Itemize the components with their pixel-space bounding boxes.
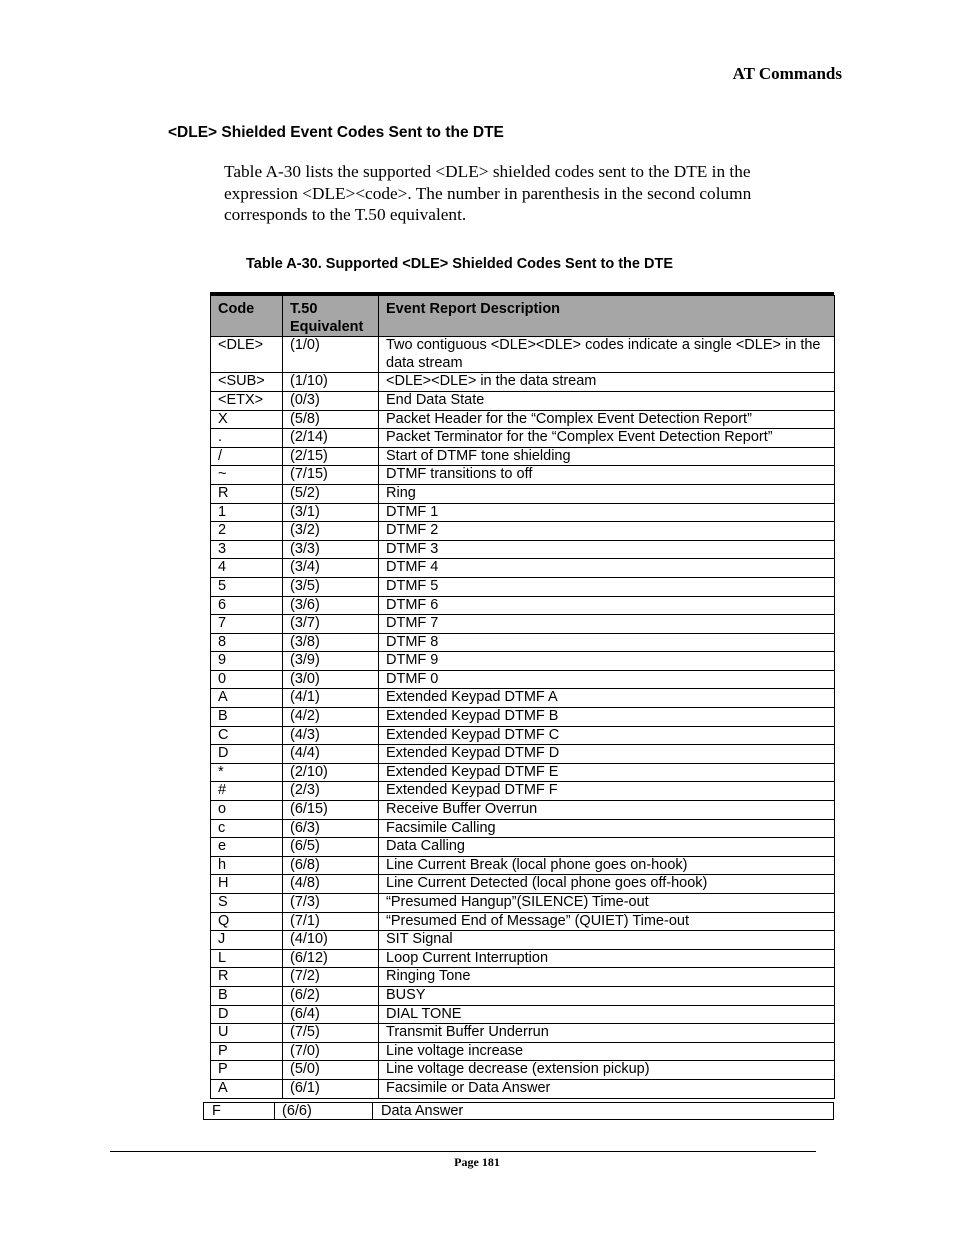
description-cell: Extended Keypad DTMF D (379, 745, 835, 764)
description-cell: Facsimile or Data Answer (379, 1079, 835, 1098)
code-cell: 3 (211, 540, 283, 559)
code-cell: J (211, 931, 283, 950)
t50-cell: (4/1) (283, 689, 379, 708)
table-row (211, 670, 835, 689)
t50-cell: (2/14) (283, 429, 379, 448)
description-cell: DTMF 9 (379, 652, 835, 671)
table-row (211, 559, 835, 578)
t50-cell: (3/1) (283, 503, 379, 522)
description-cell: BUSY (379, 986, 835, 1005)
t50-cell: (3/4) (283, 559, 379, 578)
last-row-description: Data Answer (381, 1103, 464, 1119)
t50-cell: (6/5) (283, 838, 379, 857)
description-cell: DTMF 0 (379, 670, 835, 689)
table-row (211, 819, 835, 838)
table-row (211, 856, 835, 875)
code-cell: <SUB> (211, 373, 283, 392)
code-cell: D (211, 745, 283, 764)
description-cell: Facsimile Calling (379, 819, 835, 838)
description-cell: Data Calling (379, 838, 835, 857)
description-cell: Extended Keypad DTMF E (379, 763, 835, 782)
last-row-code: F (212, 1103, 221, 1119)
code-cell: # (211, 782, 283, 801)
table-row (211, 540, 835, 559)
t50-cell: (3/8) (283, 633, 379, 652)
t50-cell: (5/2) (283, 484, 379, 503)
description-cell: Receive Buffer Overrun (379, 801, 835, 820)
description-cell: Extended Keypad DTMF B (379, 708, 835, 727)
table-row (211, 838, 835, 857)
description-cell: Loop Current Interruption (379, 949, 835, 968)
t50-cell: (3/3) (283, 540, 379, 559)
t50-cell: (4/8) (283, 875, 379, 894)
table-row (211, 577, 835, 596)
code-cell: P (211, 1042, 283, 1061)
t50-cell: (2/15) (283, 447, 379, 466)
description-cell: Transmit Buffer Underrun (379, 1024, 835, 1043)
description-cell: DTMF 8 (379, 633, 835, 652)
code-cell: h (211, 856, 283, 875)
code-cell: 2 (211, 522, 283, 541)
table-row (211, 708, 835, 727)
code-cell: L (211, 949, 283, 968)
table-row (211, 484, 835, 503)
t50-cell: (2/3) (283, 782, 379, 801)
code-cell: c (211, 819, 283, 838)
t50-cell: (4/3) (283, 726, 379, 745)
table-row (211, 373, 835, 392)
t50-cell: (7/2) (283, 968, 379, 987)
footer-rule (110, 1151, 816, 1152)
table-row (211, 652, 835, 671)
page-number: Page 181 (454, 1155, 500, 1169)
description-cell: Packet Terminator for the “Complex Event Detection Report” (379, 429, 835, 448)
table-row (211, 763, 835, 782)
table-row (211, 391, 835, 410)
code-cell: S (211, 894, 283, 913)
description-cell: DTMF 7 (379, 615, 835, 634)
table-caption: Table A-30. Supported <DLE> Shielded Codes Sent to the DTE (246, 256, 673, 272)
table-row (211, 801, 835, 820)
code-cell: / (211, 447, 283, 466)
description-cell: DTMF 6 (379, 596, 835, 615)
t50-cell: (5/0) (283, 1061, 379, 1080)
code-cell: R (211, 968, 283, 987)
table-row (211, 875, 835, 894)
header-t50: T.50 Equivalent (283, 296, 379, 337)
t50-cell: (1/0) (283, 337, 379, 373)
description-cell: “Presumed End of Message” (QUIET) Time-out (379, 912, 835, 931)
code-cell: U (211, 1024, 283, 1043)
description-cell: Line voltage decrease (extension pickup) (379, 1061, 835, 1080)
table-row (211, 949, 835, 968)
code-cell: . (211, 429, 283, 448)
table-row (211, 1005, 835, 1024)
table-row (211, 894, 835, 913)
t50-cell: (6/3) (283, 819, 379, 838)
codes-table (210, 295, 835, 1099)
description-cell: Ring (379, 484, 835, 503)
t50-cell: (3/6) (283, 596, 379, 615)
code-cell: 9 (211, 652, 283, 671)
t50-cell: (7/15) (283, 466, 379, 485)
table-row (211, 466, 835, 485)
table-row (211, 1079, 835, 1098)
code-cell: <ETX> (211, 391, 283, 410)
code-cell: o (211, 801, 283, 820)
table-row (211, 912, 835, 931)
code-cell: * (211, 763, 283, 782)
t50-cell: (7/3) (283, 894, 379, 913)
table-row (211, 726, 835, 745)
code-cell: X (211, 410, 283, 429)
table-row (211, 745, 835, 764)
description-cell: Line voltage increase (379, 1042, 835, 1061)
table-row (211, 429, 835, 448)
table-row (211, 337, 835, 373)
t50-cell: (4/4) (283, 745, 379, 764)
code-cell: 8 (211, 633, 283, 652)
code-cell: C (211, 726, 283, 745)
description-cell: DTMF 4 (379, 559, 835, 578)
t50-cell: (3/9) (283, 652, 379, 671)
code-cell: B (211, 986, 283, 1005)
table-row-last (203, 1102, 834, 1120)
intro-paragraph: Table A-30 lists the supported <DLE> shielded codes sent to the DTE in the expression <DLE><code>. The number in parenthesis in the second column corresponds to the T.50 equivalent. (224, 162, 752, 224)
description-cell: “Presumed Hangup”(SILENCE) Time-out (379, 894, 835, 913)
header-code: Code (211, 296, 283, 337)
description-cell: DTMF 2 (379, 522, 835, 541)
t50-cell: (4/10) (283, 931, 379, 950)
code-cell: R (211, 484, 283, 503)
description-cell: DTMF transitions to off (379, 466, 835, 485)
description-cell: Start of DTMF tone shielding (379, 447, 835, 466)
t50-cell: (5/8) (283, 410, 379, 429)
section-title: <DLE> Shielded Event Codes Sent to the DTE (168, 124, 504, 141)
table-row (211, 1042, 835, 1061)
t50-cell: (6/12) (283, 949, 379, 968)
description-cell: <DLE><DLE> in the data stream (379, 373, 835, 392)
last-row-t50: (6/6) (282, 1103, 312, 1119)
t50-cell: (6/15) (283, 801, 379, 820)
t50-cell: (0/3) (283, 391, 379, 410)
table-row (211, 633, 835, 652)
code-cell: P (211, 1061, 283, 1080)
code-cell: 6 (211, 596, 283, 615)
code-cell: ~ (211, 466, 283, 485)
t50-cell: (3/7) (283, 615, 379, 634)
description-cell: Line Current Break (local phone goes on-hook) (379, 856, 835, 875)
t50-cell: (3/0) (283, 670, 379, 689)
t50-cell: (2/10) (283, 763, 379, 782)
table-row (211, 596, 835, 615)
t50-cell: (7/1) (283, 912, 379, 931)
description-cell: DTMF 3 (379, 540, 835, 559)
table-row (211, 931, 835, 950)
code-cell: 7 (211, 615, 283, 634)
code-cell: 0 (211, 670, 283, 689)
header-description: Event Report Description (379, 296, 835, 337)
code-cell: 5 (211, 577, 283, 596)
code-cell: D (211, 1005, 283, 1024)
table-row (211, 968, 835, 987)
code-cell: A (211, 689, 283, 708)
t50-cell: (4/2) (283, 708, 379, 727)
code-cell: Q (211, 912, 283, 931)
running-header: AT Commands (732, 64, 842, 83)
table-row (211, 782, 835, 801)
description-cell: SIT Signal (379, 931, 835, 950)
table-row (211, 522, 835, 541)
table-header-row (211, 296, 835, 337)
description-cell: Extended Keypad DTMF C (379, 726, 835, 745)
description-cell: DTMF 1 (379, 503, 835, 522)
t50-cell: (6/4) (283, 1005, 379, 1024)
last-row-divider-2 (372, 1103, 373, 1119)
t50-cell: (1/10) (283, 373, 379, 392)
code-cell: H (211, 875, 283, 894)
t50-cell: (6/2) (283, 986, 379, 1005)
description-cell: End Data State (379, 391, 835, 410)
description-cell: Ringing Tone (379, 968, 835, 987)
table-row (211, 410, 835, 429)
description-cell: Line Current Detected (local phone goes off-hook) (379, 875, 835, 894)
description-cell: Extended Keypad DTMF F (379, 782, 835, 801)
table-row (211, 615, 835, 634)
table-row (211, 503, 835, 522)
table-row (211, 689, 835, 708)
code-cell: 1 (211, 503, 283, 522)
code-cell: <DLE> (211, 337, 283, 373)
code-cell: A (211, 1079, 283, 1098)
t50-cell: (3/2) (283, 522, 379, 541)
table-row (211, 447, 835, 466)
description-cell: Packet Header for the “Complex Event Detection Report” (379, 410, 835, 429)
table-row (211, 986, 835, 1005)
description-cell: Extended Keypad DTMF A (379, 689, 835, 708)
description-cell: DIAL TONE (379, 1005, 835, 1024)
description-cell: Two contiguous <DLE><DLE> codes indicate a single <DLE> in the data stream (379, 337, 835, 373)
code-cell: B (211, 708, 283, 727)
description-cell: DTMF 5 (379, 577, 835, 596)
table-row (211, 1061, 835, 1080)
table-body (211, 337, 835, 1098)
t50-cell: (6/8) (283, 856, 379, 875)
codes-table-container (210, 292, 834, 1099)
code-cell: e (211, 838, 283, 857)
t50-cell: (7/0) (283, 1042, 379, 1061)
t50-cell: (3/5) (283, 577, 379, 596)
table-row (211, 1024, 835, 1043)
t50-cell: (6/1) (283, 1079, 379, 1098)
code-cell: 4 (211, 559, 283, 578)
t50-cell: (7/5) (283, 1024, 379, 1043)
